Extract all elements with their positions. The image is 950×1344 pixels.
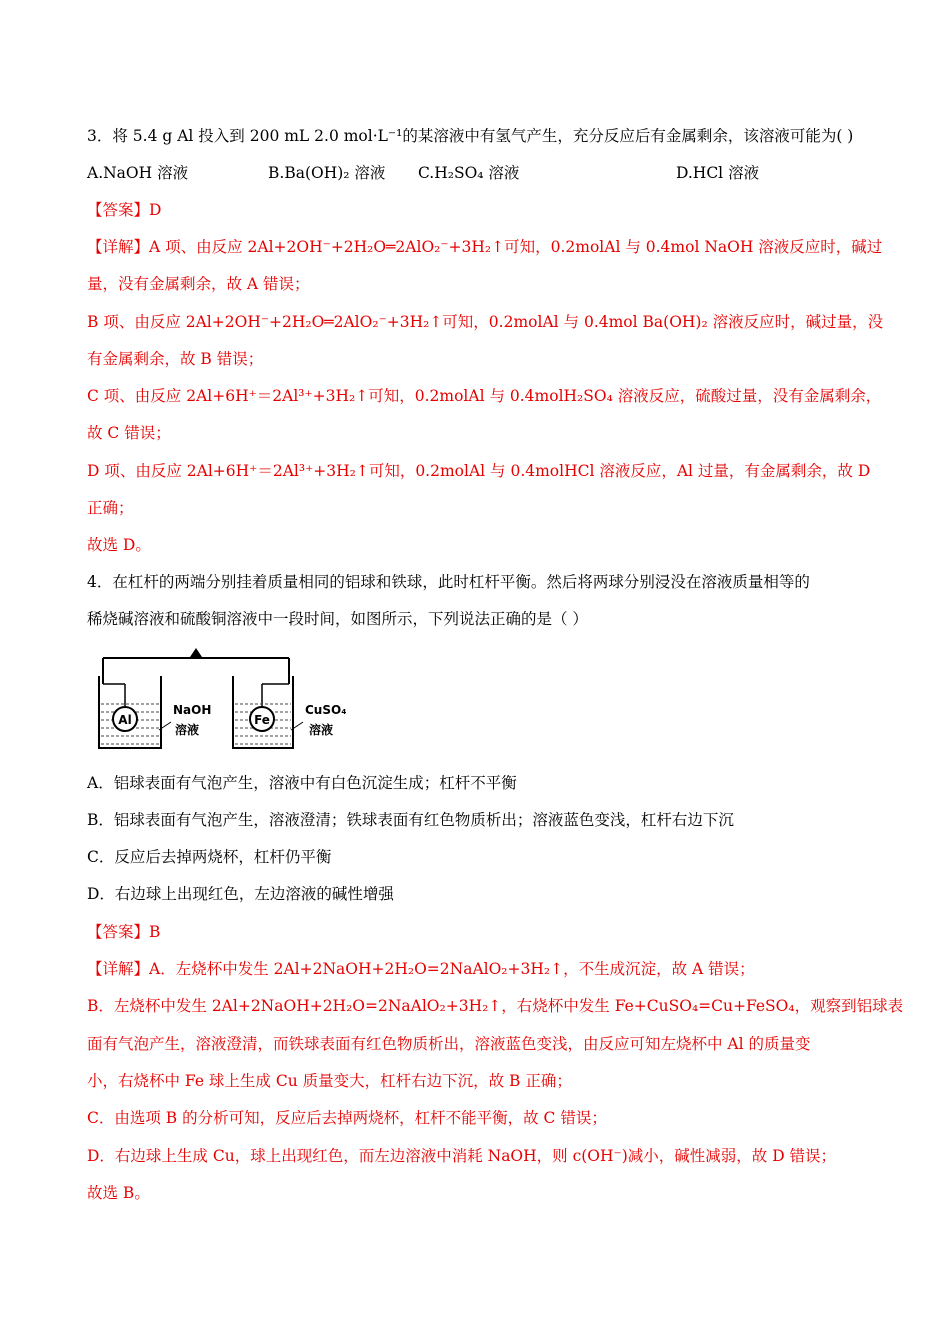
right-solution-label: CuSO₄ bbox=[305, 703, 347, 717]
q3-detail-line: 【详解】A 项、由反应 2Al+2OH⁻+2H₂O═2AlO₂⁻+3H₂↑可知，0.2molAl 与 0.4mol NaOH 溶液反应时，碱过 bbox=[87, 238, 883, 256]
q3-detail-line: 量，没有金属剩余，故 A 错误； bbox=[87, 275, 310, 293]
q3-stem: 3．将 5.4 g Al 投入到 200 mL 2.0 mol·L⁻¹的某溶液中有氢气产生，充分反应后有金属剩余，该溶液可能为( ) bbox=[87, 127, 854, 145]
q4-detail-line: D．右边球上生成 Cu，球上出现红色，而左边溶液中消耗 NaOH，则 c(OH⁻)减小，碱性减弱，故 D 错误； bbox=[87, 1147, 837, 1165]
q4-option-b: B．铝球表面有气泡产生，溶液澄清；铁球表面有红色物质析出；溶液蓝色变浅，杠杆右边下沉 bbox=[87, 811, 734, 829]
q3-detail-line: 故 C 错误； bbox=[87, 424, 171, 442]
q4-detail-line: C．由选项 B 的分析可知，反应后去掉两烧杯，杠杆不能平衡，故 C 错误； bbox=[87, 1109, 607, 1127]
q3-option-d: D.HCl 溶液 bbox=[676, 164, 760, 182]
q3-detail-line: 故选 D。 bbox=[87, 536, 151, 554]
q3-answer: 【答案】D bbox=[87, 201, 162, 219]
right-solution-label: 溶液 bbox=[309, 723, 334, 737]
q3-option-b: B.Ba(OH)₂ 溶液 bbox=[268, 164, 386, 182]
q4-stem-line: 稀烧碱溶液和硫酸铜溶液中一段时间，如图所示，下列说法正确的是（ ） bbox=[87, 610, 588, 628]
q4-detail-line: B．左烧杯中发生 2Al+2NaOH+2H₂O=2NaAlO₂+3H₂↑，右烧杯中发生 Fe+CuSO₄=Cu+FeSO₄，观察到铝球表 bbox=[87, 997, 904, 1015]
q4-stem-line: 4．在杠杆的两端分别挂着质量相同的铝球和铁球，此时杠杆平衡。然后将两球分别浸没在溶液质量相等的 bbox=[87, 573, 810, 591]
lever-beaker-figure bbox=[95, 644, 355, 754]
q4-detail-line: 面有气泡产生，溶液澄清，而铁球表面有红色物质析出，溶液蓝色变浅，由反应可知左烧杯中 Al 的质量变 bbox=[87, 1035, 811, 1053]
q3-detail-line: 有金属剩余，故 B 错误； bbox=[87, 350, 264, 368]
q4-option-c: C．反应后去掉两烧杯，杠杆仍平衡 bbox=[87, 848, 332, 866]
q4-detail-line: 小，右烧杯中 Fe 球上生成 Cu 质量变大，杠杆右边下沉，故 B 正确； bbox=[87, 1072, 572, 1090]
q4-option-a: A．铝球表面有气泡产生，溶液中有白色沉淀生成；杠杆不平衡 bbox=[87, 774, 517, 792]
q4-answer: 【答案】B bbox=[87, 923, 161, 941]
q4-detail-line: 故选 B。 bbox=[87, 1184, 150, 1202]
right-ball-label: Fe bbox=[254, 713, 270, 727]
fulcrum bbox=[190, 648, 202, 657]
q3-detail-line: B 项、由反应 2Al+2OH⁻+2H₂O═2AlO₂⁻+3H₂↑可知，0.2molAl 与 0.4mol Ba(OH)₂ 溶液反应时，碱过量，没 bbox=[87, 313, 884, 331]
left-solution-label: 溶液 bbox=[175, 723, 200, 737]
q4-detail-line: 【详解】A．左烧杯中发生 2Al+2NaOH+2H₂O=2NaAlO₂+3H₂↑，不生成沉淀，故 A 错误； bbox=[87, 960, 755, 978]
q3-option-c: C.H₂SO₄ 溶液 bbox=[418, 164, 520, 182]
q3-detail-line: D 项、由反应 2Al+6H⁺＝2Al³⁺+3H₂↑可知，0.2molAl 与 0.4molHCl 溶液反应，Al 过量，有金属剩余，故 D bbox=[87, 462, 871, 480]
left-solution-label: NaOH bbox=[173, 703, 212, 717]
q3-detail-line: C 项、由反应 2Al+6H⁺＝2Al³⁺+3H₂↑可知，0.2molAl 与 0.4molH₂SO₄ 溶液反应，硫酸过量，没有金属剩余， bbox=[87, 387, 882, 405]
q4-option-d: D．右边球上出现红色，左边溶液的碱性增强 bbox=[87, 885, 394, 903]
q3-detail-line: 正确； bbox=[87, 499, 134, 517]
left-ball-label: Al bbox=[118, 713, 132, 727]
q3-option-a: A.NaOH 溶液 bbox=[87, 164, 189, 182]
